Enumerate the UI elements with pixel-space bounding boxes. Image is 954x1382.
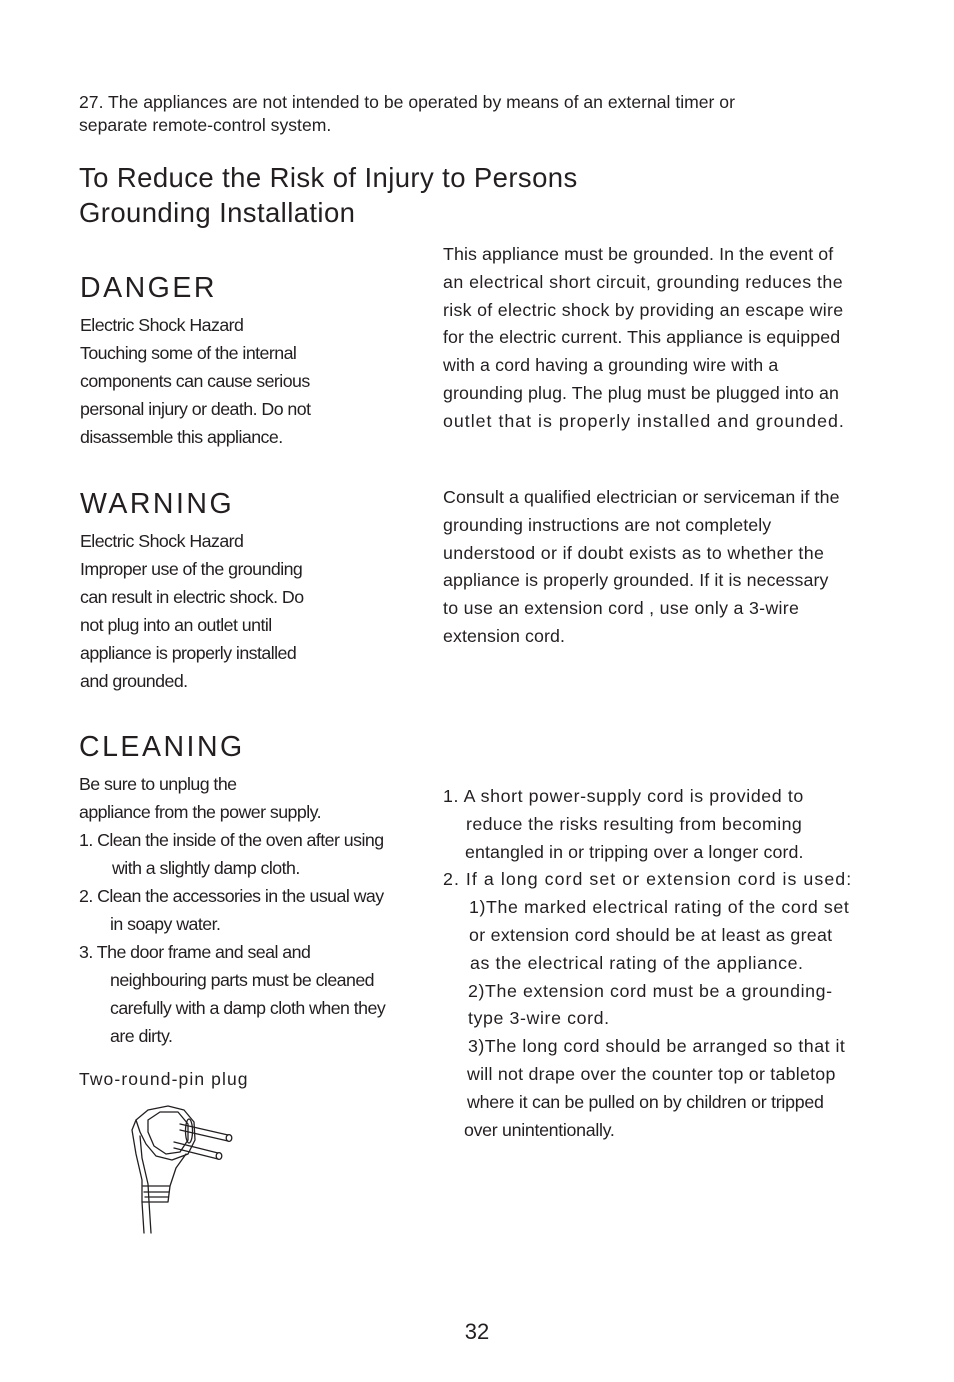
paragraph-line: This appliance must be grounded. In the event of [443,244,834,264]
cord-line: will not drape over the counter top or tabletop [467,1063,836,1084]
paragraph-line: appliance is properly grounded. If it is necessary [443,570,829,591]
cord-line: type 3-wire cord. [468,1008,610,1029]
danger-line: Electric Shock Hazard [80,315,244,335]
cord-line: entangled in or tripping over a longer cord. [465,841,804,862]
paragraph-line: Consult a qualified electrician or serviceman if the [443,487,840,507]
warning-text [80,527,304,695]
two-round-pin-plug-icon [128,1102,240,1241]
warning-line: can result in electric shock. Do [80,587,304,607]
cleaning-line: 2. Clean the accessories in the usual way [79,886,384,906]
paragraph-line: with a cord having a grounding wire with a [443,355,779,376]
cleaning-line: Be sure to unplug the [79,774,237,794]
warning-heading: WARNING [80,488,235,520]
title-line: To Reduce the Risk of Injury to Persons [79,162,578,193]
cord-line: where it can be pulled on by children or tripped [467,1091,824,1112]
cleaning-line: 3. The door frame and seal and [79,942,311,962]
cord-line: 1)The marked electrical rating of the cord set [469,897,850,918]
paragraph-line: grounding instructions are not completely [443,514,772,535]
paragraph-line: risk of electric shock by providing an escape wire [443,299,844,320]
warning-line: Electric Shock Hazard [80,531,244,551]
cord-line: or extension cord should be at least as great [469,924,833,945]
cord-line: 2. If a long cord set or extension cord is used: [443,869,853,890]
paragraph-line: understood or if doubt exists as to whether the [443,542,825,563]
page-title [79,160,578,230]
danger-heading: DANGER [80,272,217,304]
danger-text [80,311,311,451]
cleaning-line: carefully with a damp cloth when they [110,998,386,1018]
consult-paragraph [443,484,888,651]
intro-note [79,91,899,137]
warning-line: Improper use of the grounding [80,559,303,579]
cord-line: 1. A short power-supply cord is provided to [443,786,804,806]
paragraph-line: an electrical short circuit, grounding reduces the [443,271,844,292]
cord-line: 3)The long cord should be arranged so that it [468,1036,846,1057]
warning-line: not plug into an outlet until [80,615,272,635]
cleaning-line: neighbouring parts must be cleaned [110,970,375,990]
intro-line: separate remote-control system. [79,115,332,135]
cord-instructions [443,783,893,1144]
paragraph-line: extension cord. [443,625,566,646]
danger-line: Touching some of the internal [80,343,297,363]
warning-line: and grounded. [80,671,188,691]
plug-caption: Two-round-pin plug [79,1069,249,1089]
title-line: Grounding Installation [79,197,356,228]
danger-line: disassemble this appliance. [80,427,283,447]
paragraph-line: for the electric current. This appliance is equipped [443,327,841,348]
page-number: 32 [464,1319,490,1344]
intro-line: 27. The appliances are not intended to be operated by means of an external timer or [79,92,735,112]
grounding-paragraph [443,241,888,436]
cleaning-heading: CLEANING [79,731,245,763]
danger-line: personal injury or death. Do not [80,399,311,419]
warning-line: appliance is properly installed [80,643,297,663]
paragraph-line: to use an extension cord , use only a 3-wire [443,598,800,619]
cleaning-line: in soapy water. [110,914,221,934]
cleaning-line: with a slightly damp cloth. [112,858,300,878]
danger-line: components can cause serious [80,371,310,391]
cleaning-line: 1. Clean the inside of the oven after using [79,830,384,850]
cord-line: 2)The extension cord must be a grounding- [468,980,833,1001]
cleaning-line: appliance from the power supply. [79,802,322,822]
cord-line: over unintentionally. [464,1119,615,1140]
paragraph-line: outlet that is properly installed and grounded. [443,410,845,431]
cord-line: reduce the risks resulting from becoming [466,813,803,834]
paragraph-line: grounding plug. The plug must be plugged into an [443,382,839,403]
cleaning-line: are dirty. [110,1026,173,1046]
cleaning-text [79,770,385,1050]
cord-line: as the electrical rating of the appliance. [470,952,804,973]
